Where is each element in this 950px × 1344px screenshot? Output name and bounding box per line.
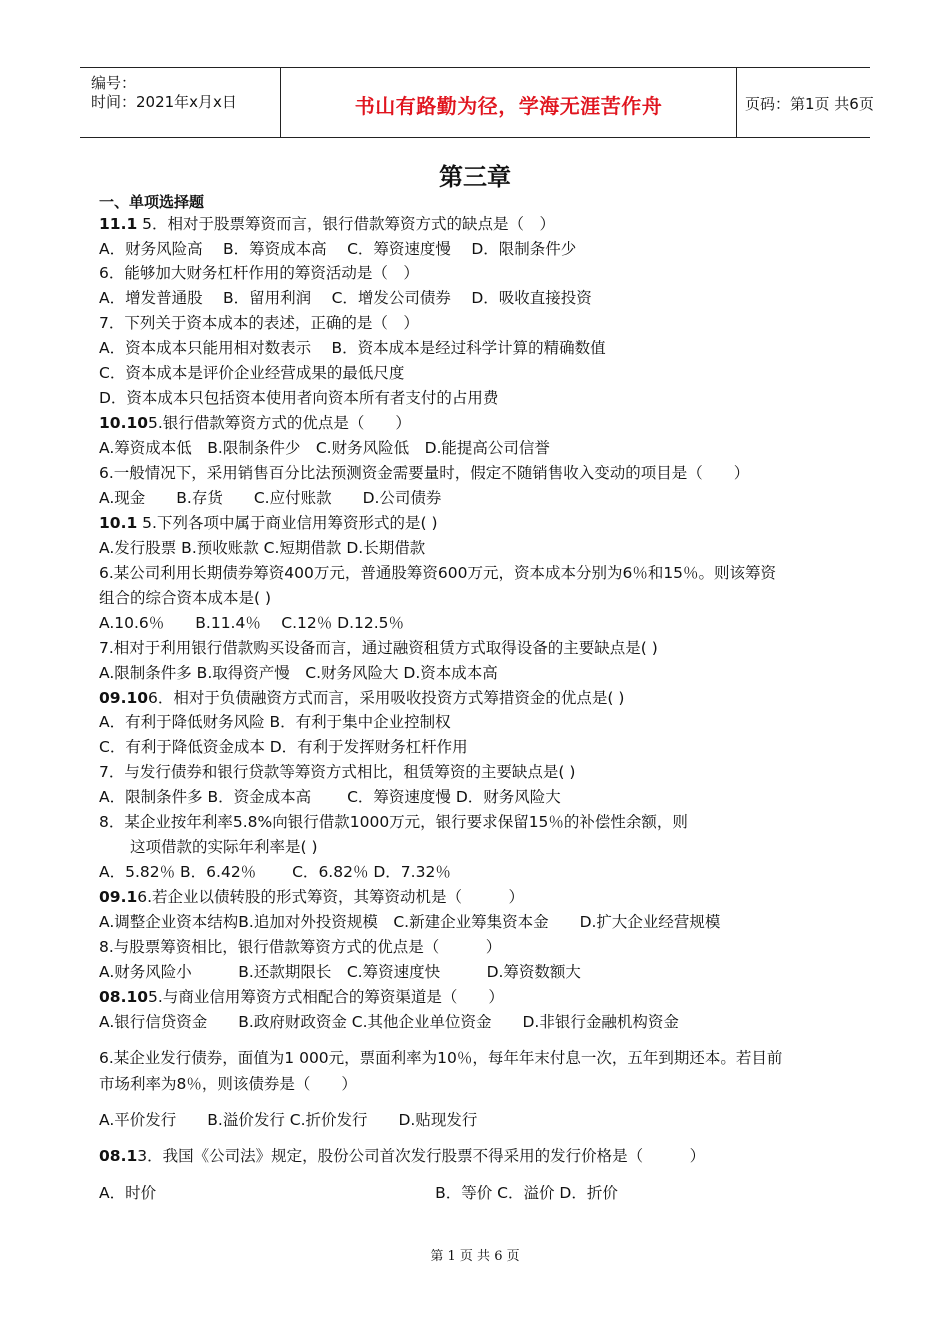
question-line: [99, 1048, 782, 1068]
question-line: [99, 513, 438, 533]
question-line: [99, 937, 501, 957]
header-right-cell: [736, 68, 874, 137]
question-line: [99, 737, 468, 757]
question-line: [99, 1110, 477, 1130]
question-text: A．有利于降低财务风险 B．有利于集中企业控制权: [99, 713, 451, 731]
question-text: A.银行信贷资金 B.政府财政资金 C.其他企业单位资金 D.非银行金融机构资金: [99, 1013, 679, 1031]
header-middle-cell: [280, 68, 737, 137]
question-line: [99, 239, 576, 259]
question-text: 7．下列关于资本成本的表述，正确的是（ ）: [99, 314, 419, 332]
question-text: 5.与商业信用筹资方式相配合的筹资渠道是（ ）: [148, 988, 504, 1006]
question-text: 7.相对于利用银行借款购买设备而言，通过融资租赁方式取得设备的主要缺点是( ): [99, 639, 658, 657]
exam-date-tag: 09.10: [99, 689, 149, 707]
question-line: [99, 388, 498, 408]
question-line: [99, 613, 404, 633]
question-text: A．增发普通股 B．留用利润 C．增发公司债券 D．吸收直接投资: [99, 289, 592, 307]
question-line: [99, 463, 749, 483]
motto: 书山有路勤为径，学海无涯苦作舟: [354, 94, 663, 118]
question-line: [99, 787, 561, 807]
date-label: 时间：2021年x月x日: [91, 93, 237, 111]
question-line: [99, 413, 411, 433]
exam-date-tag: 08.10: [99, 988, 149, 1006]
question-text: A．资本成本只能用相对数表示 B．资本成本是经过科学计算的精确数值: [99, 339, 606, 357]
question-text: 市场利率为8％，则该债券是（ ）: [99, 1075, 357, 1093]
page-info: 页码：第1页 共6页: [745, 95, 874, 113]
question-line: [99, 263, 419, 283]
question-text: A.调整企业资本结构B.追加对外投资规模 C.新建企业筹集资本金 D.扩大企业经营规模: [99, 913, 721, 931]
question-text: A.限制条件多 B.取得资产慢 C.财务风险大 D.资本成本高: [99, 664, 498, 682]
question-line: [99, 987, 504, 1007]
question-line: [99, 288, 592, 308]
question-line: [99, 962, 581, 982]
question-line: [99, 538, 425, 558]
question-line: [99, 1074, 357, 1094]
question-line: [99, 313, 419, 333]
chapter-title: 第三章: [439, 162, 511, 191]
question-line: [99, 1183, 618, 1203]
question-text: 5.下列各项中属于商业信用筹资形式的是( ): [137, 514, 438, 532]
question-line: [99, 812, 688, 832]
question-text: 6.某企业发行债券，面值为1 000元，票面利率为10％，每年年末付息一次，五年到期还本。若目前: [99, 1049, 783, 1067]
question-text: A.发行股票 B.预收账款 C.短期借款 D.长期借款: [99, 539, 426, 557]
question-text: A．限制条件多 B．资金成本高 C．筹资速度慢 D．财务风险大: [99, 788, 561, 806]
exam-date-tag: 10.1: [99, 514, 138, 532]
question-line: [99, 912, 720, 932]
question-text: 6．相对于负债融资方式而言，采用吸收投资方式筹措资金的优点是( ): [148, 689, 625, 707]
page-footer: 第 1 页 共 6 页: [430, 1249, 520, 1264]
question-text: 这项借款的实际年利率是( ): [99, 838, 318, 856]
question-line: [99, 663, 498, 683]
question-text: D．资本成本只包括资本使用者向资本所有者支付的占用费: [99, 389, 499, 407]
question-text: 6.一般情况下，采用销售百分比法预测资金需要量时，假定不随销售收入变动的项目是（ ）: [99, 464, 750, 482]
question-line: [99, 214, 555, 234]
question-line: [99, 762, 575, 782]
question-text: A．时价 B．等价 C．溢价 D．折价: [99, 1184, 618, 1202]
question-line: [99, 712, 451, 732]
header-left-cell: [80, 68, 280, 137]
question-text: 6．能够加大财务杠杆作用的筹资活动是（ ）: [99, 264, 419, 282]
question-line: [99, 638, 658, 658]
question-text: 5．相对于股票筹资而言，银行借款筹资方式的缺点是（ ）: [137, 215, 556, 233]
question-text: 6.若企业以债转股的形式筹资，其筹资动机是（ ）: [137, 888, 525, 906]
question-line: [99, 688, 624, 708]
question-text: 8．某企业按年利率5.8%向银行借款1000万元，银行要求保留15％的补偿性余额，则: [99, 813, 688, 831]
question-text: 5.银行借款筹资方式的优点是（ ）: [148, 414, 411, 432]
question-text: 3．我国《公司法》规定，股份公司首次发行股票不得采用的发行价格是（ ）: [137, 1147, 706, 1165]
question-line: [99, 862, 451, 882]
header-table: [80, 67, 874, 138]
section-title: 一、单项选择题: [99, 193, 205, 211]
question-text: A.财务风险小 B.还款期限长 C.筹资速度快 D.筹资数额大: [99, 963, 581, 981]
question-line: [99, 338, 606, 358]
question-text: A．5.82％ B．6.42％ C．6.82％ D．7.32％: [99, 863, 451, 881]
exam-date-tag: 09.1: [99, 888, 138, 906]
exam-date-tag: 08.1: [99, 1147, 138, 1165]
serial-label: 编号：: [91, 74, 137, 92]
question-text: C．有利于降低资金成本 D．有利于发挥财务杠杆作用: [99, 738, 468, 756]
question-text: 6.某公司利用长期债券筹资400万元，普通股筹资600万元，资本成本分别为6％和15％。则该筹资: [99, 564, 777, 582]
exam-date-tag: 11.1: [99, 215, 138, 233]
question-text: 组合的综合资本成本是( ): [99, 589, 272, 607]
question-line: [99, 563, 776, 583]
question-line: [99, 488, 441, 508]
question-line: [99, 588, 271, 608]
question-line: [99, 438, 550, 458]
question-text: C．资本成本是评价企业经营成果的最低尺度: [99, 364, 405, 382]
question-line: [99, 837, 318, 857]
question-text: A.现金 B.存货 C.应付账款 D.公司债券: [99, 489, 442, 507]
question-line: [99, 1012, 679, 1032]
question-line: [99, 363, 404, 383]
question-text: 7．与发行债券和银行贷款等筹资方式相比，租赁筹资的主要缺点是( ): [99, 763, 576, 781]
question-text: 8.与股票筹资相比，银行借款筹资方式的优点是（ ）: [99, 938, 502, 956]
question-text: A.平价发行 B.溢价发行 C.折价发行 D.贴现发行: [99, 1111, 478, 1129]
question-text: A.10.6％ B.11.4％ C.12％ D.12.5％: [99, 614, 405, 632]
question-text: A．财务风险高 B．筹资成本高 C．筹资速度慢 D．限制条件少: [99, 240, 577, 258]
question-text: A.筹资成本低 B.限制条件少 C.财务风险低 D.能提高公司信誉: [99, 439, 550, 457]
question-line: [99, 887, 524, 907]
exam-date-tag: 10.10: [99, 414, 149, 432]
question-line: [99, 1146, 705, 1166]
